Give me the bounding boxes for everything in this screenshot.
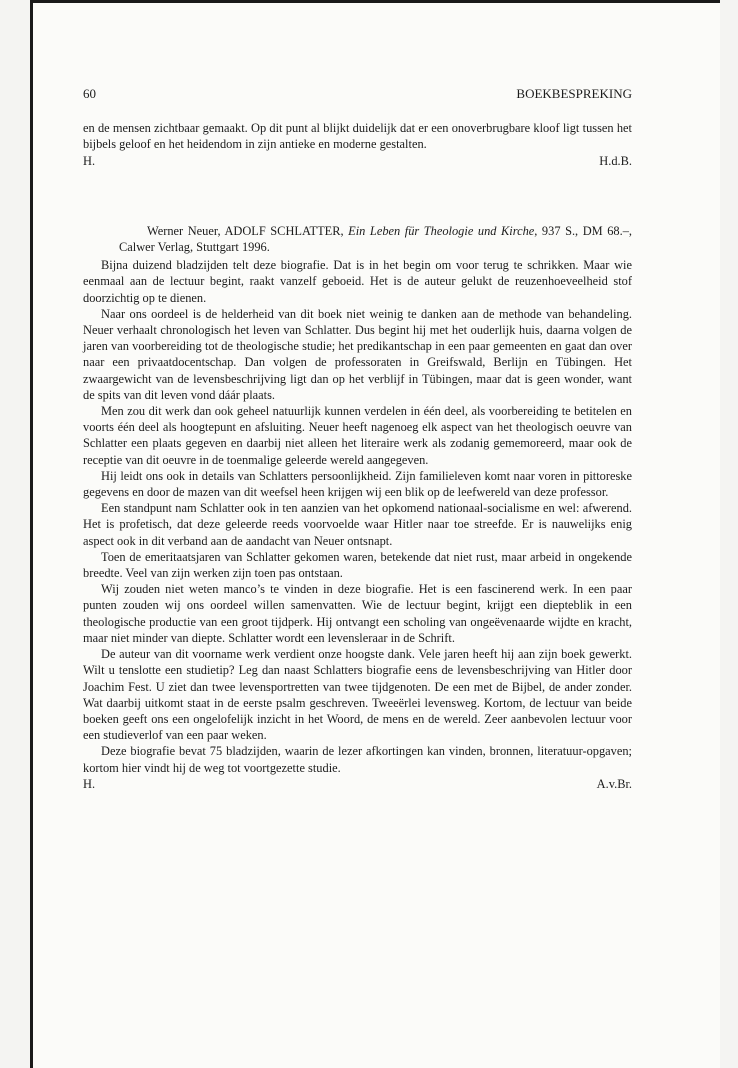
- citation-separator: ,: [340, 223, 349, 238]
- running-title: BOEKBESPREKING: [516, 86, 632, 101]
- signature-initial: H.: [83, 776, 96, 791]
- review-paragraph: Wij zouden niet weten manco’s te vinden in deze biografie. Het is een fascinerend werk. In een paar punten zouden wij ons oordeel willen samenvatten. Wie de lectuur begint, krijgt een diepteblik in een theologische productie van een groot tijdperk. Hij ontvangt een scholing van ongeëvenaarde wijdte en kracht, maar niet minder van diepte. Schlatter wordt een levensleraar in de Schrift.: [83, 582, 632, 645]
- page-content: [83, 86, 632, 792]
- citation-title: ADOLF SCHLATTER: [224, 223, 341, 238]
- review-paragraph: Men zou dit werk dan ook geheel natuurlijk kunnen verdelen in één deel, als voorbereiding te betitelen en voorts één deel als hoogtepunt en afsluiting. Neuer heeft nagenoeg elk aspect van het theologisch oeuvre van Schlatter een plaats gegeven en daarbij niet alleen het literaire werk als zodanig gememoreerd, maar ook de receptie van dit oeuvre in de toenmalige geleerde wereld aangegeven.: [83, 404, 632, 467]
- review-paragraph: Een standpunt nam Schlatter ook in ten aanzien van het opkomend nationaal-socialisme en wel: afwerend. Het is profetisch, dat deze geleerde reeds voorvoelde waar Hitler naar toe streefde. Er is nauwelijks enig aspect ook in dit verband aan de aandacht van Neuer ontsnapt.: [83, 501, 632, 548]
- review-paragraph: Naar ons oordeel is de helderheid van dit boek niet weinig te danken aan de methode van behandeling. Neuer verhaalt chronologisch het leven van Schlatter. Dus begint hij met het ouderlijk huis, daarna volgen de jaren van voorbereiding tot de theologische studie; het predikantschap in een paar gemeenten en gaat dan over naar een privaatdocentschap. Dan volgen de professoraten in Greifswald, Berlijn en Tübingen. Het zwaargewicht van de levensbeschrijving ligt dan op het verblijf in Tübingen, maar dat is geen wonder, want de spits van dit leven vond dáár plaats.: [83, 306, 632, 402]
- review-paragraph: Toen de emeritaatsjaren van Schlatter gekomen waren, betekende dat niet rust, maar arbeid in ongekende breedte. Veel van zijn werken zijn toen pas ontstaan.: [83, 549, 632, 581]
- citation-subtitle: Ein Leben für Theologie und Kirche: [348, 223, 535, 238]
- review-paragraph: Hij leidt ons ook in details van Schlatters persoonlijkheid. Zijn familieleven komt naar voren in pittoreske gegevens en door de mazen van dit weefsel heen krijgen wij een blik op de leefwereld van deze professor.: [83, 468, 632, 500]
- review-paragraph: Bijna duizend bladzijden telt deze biografie. Dat is in het begin om voor terug te schrikken. Maar wie eenmaal aan de lectuur begint, raakt vanzelf geboeid. Het is de auteur gelukt de reuzenhoeveelheid stof doorzichtig op te dienen.: [83, 258, 632, 305]
- reviewer-initials: A.v.Br.: [596, 776, 632, 791]
- signature-initial: H.: [83, 153, 96, 168]
- review-signature: [83, 776, 632, 792]
- page-number: 60: [83, 86, 96, 101]
- citation-details: , 937 S., DM 68.–, Calwer Verlag, Stuttgart 1996.: [119, 223, 632, 255]
- citation-author: Werner Neuer,: [147, 223, 225, 238]
- previous-review-signature: [83, 153, 632, 169]
- running-header: [83, 86, 632, 102]
- reviewer-initials: H.d.B.: [599, 153, 632, 168]
- previous-review-ending: en de mensen zichtbaar gemaakt. Op dit punt al blijkt duidelijk dat er een onoverbrugbare kloof ligt tussen het bijbels geloof en het heidendom in zijn antieke en moderne gestalten.: [83, 121, 632, 152]
- review-paragraph: De auteur van dit voorname werk verdient onze hoogste dank. Vele jaren heeft hij aan zijn boek gewerkt. Wilt u tenslotte een studietip? Leg dan naast Schlatters biografie eens de levensbeschrijving van Hitler door Joachim Fest. U ziet dan twee levensportretten van twee tijdgenoten. De een met de Bijbel, de ander zonder. Wat daarbij uitkomt staat in de eerste psalm geschreven. Tweeërlei levensweg. Kortom, de lectuur van beide boeken geeft ons een ongelofelijk inzicht in het Woord, de mens en de wereld. Zeer aanbevolen lectuur voor een studieverlof van een paar weken.: [83, 647, 632, 743]
- book-citation: [83, 223, 632, 255]
- review-paragraph: Deze biografie bevat 75 bladzijden, waarin de lezer afkortingen kan vinden, bronnen, literatuur-opgaven; kortom hier vindt hij de weg tot voortgezette studie.: [83, 744, 632, 775]
